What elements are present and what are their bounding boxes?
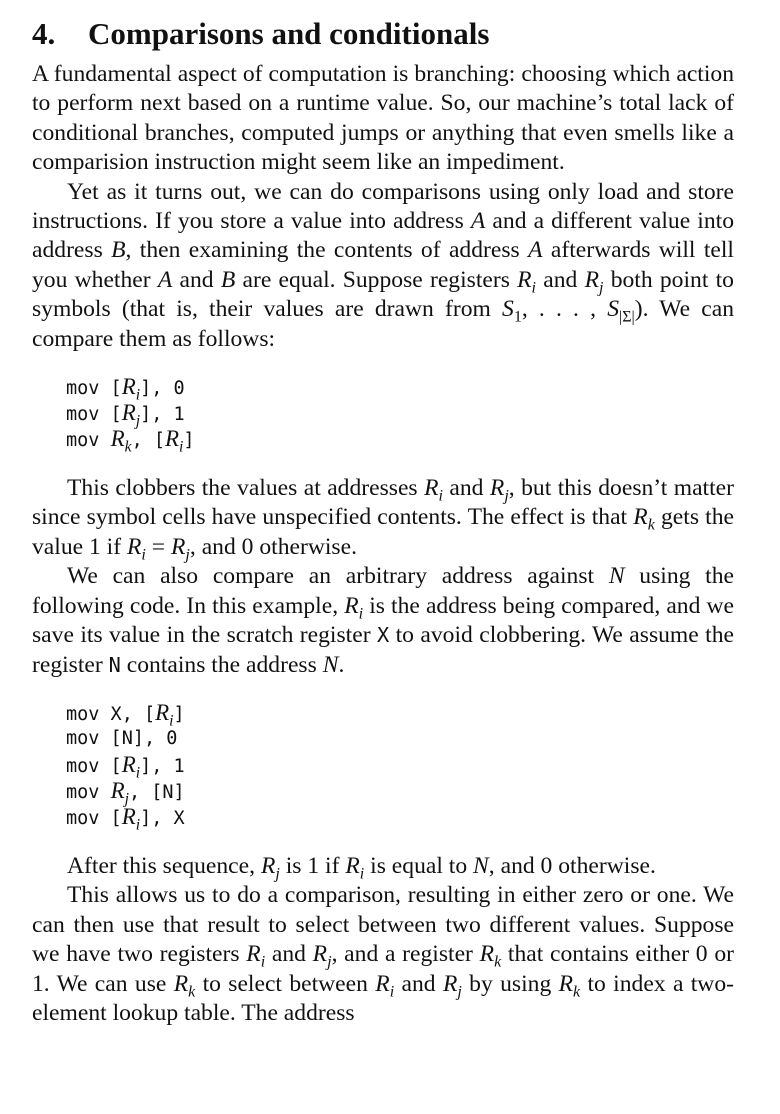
- math-B: B: [220, 266, 236, 293]
- math-Rj: $R_j$: [489, 475, 509, 505]
- code-line: mov [N], 0: [66, 727, 178, 749]
- section-number: 4.: [32, 16, 56, 51]
- paragraph-4: We can also compare an arbitrary address against N using the following code. In this example, $R_i$ is the address being compared, and we save its value in the scratch register X to avoid clobbering. We assume the register N contains the address N.: [32, 563, 734, 678]
- code-line: mov $[R_j]$, 1: [66, 400, 185, 430]
- p2-text-d: afterwards will tell you whether: [32, 237, 734, 293]
- math-Rj: $R_j$: [442, 970, 462, 1001]
- math-N: N: [473, 852, 489, 879]
- register-X: X: [376, 623, 390, 648]
- math-Rk: $R_k$: [173, 970, 196, 1001]
- paper-page: [32, 14, 734, 1028]
- paragraph-3: This clobbers the values at addresses $R_i$ and $R_j$, but this doesn’t matter since symbol cells have unspecified contents. The effect is that $R_k$ gets the value 1 if $R_i = R_j$, and 0 otherwise.: [32, 475, 734, 564]
- math-A: A: [157, 266, 173, 293]
- math-symbol-range: $S_1$, . . . , $S_{|\Sigma|}$: [502, 296, 635, 326]
- p2-text-b: and a different value into address: [32, 208, 734, 264]
- math-A: A: [470, 208, 486, 235]
- math-B: B: [111, 237, 126, 264]
- math-Rj: $R_j$: [260, 852, 280, 883]
- paragraph-1: A fundamental aspect of computation is branching: choosing which action to perform next based on a runtime value. So, our machine’s total lack of conditional branches, computed jumps or anything that even smells like a comparision instruction might seem like an impediment.: [32, 61, 734, 176]
- math-Rj: $R_j$: [584, 266, 604, 297]
- paragraph-5: After this sequence, $R_j$ is 1 if $R_i$ is equal to N, and 0 otherwise.: [67, 852, 656, 883]
- p2-text-c: , then examining the contents of address: [125, 237, 529, 264]
- code-block-1: [66, 374, 734, 456]
- section-title: Comparisons and conditionals: [88, 16, 490, 51]
- code-line: mov $[R_i]$, 1: [66, 751, 185, 782]
- paragraph-6: This allows us to do a comparison, resulting in either zero or one. We can then use that result to select between two different values. Suppose we have two registers $R_i$ and $R_j$, and a register $R_k$ that contains either 0 or 1. We can use $R_k$ to select between $R_i$ and $R_j$ by using $R_k$ to index a two-element lookup table. The address: [32, 882, 735, 1026]
- p2-text-i: ). We can compare them as follows:: [32, 296, 734, 352]
- p2-text-h: both point to symbols (that is, their values are drawn from: [32, 266, 734, 323]
- code-line: mov $R_j$, [N]: [66, 777, 185, 808]
- math-Ri: $R_i$: [246, 941, 266, 971]
- math-Ri: $R_i$: [424, 475, 443, 505]
- code-line: mov $[R_i]$, 0: [66, 374, 185, 404]
- math-A: A: [528, 237, 543, 264]
- register-N: N: [108, 652, 121, 677]
- paragraph-2: [32, 178, 734, 354]
- p2-text-f: are equal. Suppose registers: [235, 266, 518, 293]
- p2-text-g: and: [536, 266, 585, 293]
- math-N: N: [322, 651, 339, 678]
- section-heading: [32, 14, 734, 54]
- math-Rk: $R_k$: [479, 941, 502, 971]
- math-Ri: $R_i$: [344, 592, 364, 623]
- math-Rk: $R_k$: [633, 504, 655, 535]
- p2-text-e: and: [172, 266, 221, 293]
- math-Ri-eq-Rj: $R_i = R_j$: [127, 533, 190, 564]
- math-Ri: $R_i$: [345, 852, 365, 883]
- math-Ri: $R_i$: [517, 266, 537, 297]
- math-Rj: $R_j$: [312, 941, 332, 971]
- math-Rk: $R_k$: [558, 970, 581, 1001]
- p2-text-a: Yet as it turns out, we can do comparisons using only load and store instructions. If you store a value into address: [32, 178, 734, 235]
- code-line: mov $R_k$, $[R_i]$: [66, 426, 195, 456]
- math-Ri: $R_i$: [375, 970, 395, 1001]
- code-block-2: [66, 699, 734, 834]
- code-line: mov $[R_i]$, X: [66, 803, 185, 834]
- code-line: mov X, $[R_i]$: [66, 699, 185, 730]
- math-N: N: [608, 563, 625, 590]
